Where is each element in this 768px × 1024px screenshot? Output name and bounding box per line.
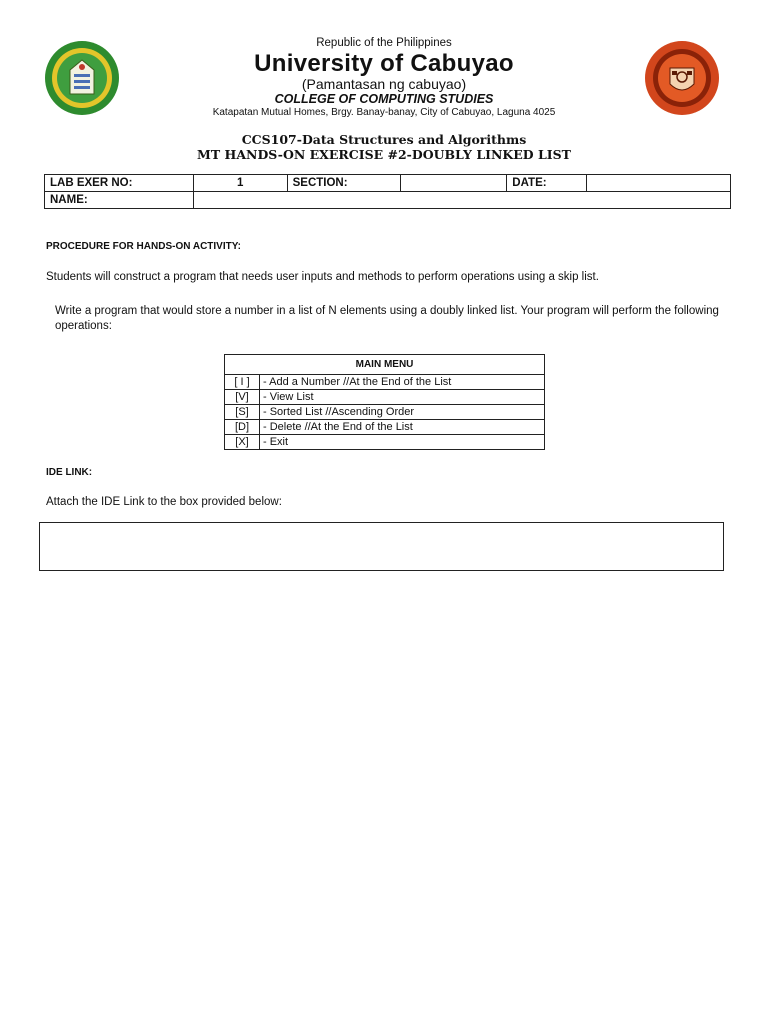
- menu-title: MAIN MENU: [225, 355, 545, 375]
- procedure-intro: Students will construct a program that needs user inputs and methods to perform operations using a skip list.: [46, 271, 599, 283]
- section-label: SECTION:: [287, 175, 400, 192]
- republic-text: Republic of the Philippines: [316, 37, 452, 49]
- menu-key: [S]: [225, 405, 260, 420]
- menu-label: - View List: [260, 390, 545, 405]
- exercise-title: MT HANDS-ON EXERCISE #2-DOUBLY LINKED LIST: [197, 147, 571, 162]
- menu-row: [225, 405, 545, 420]
- section-field[interactable]: [400, 175, 507, 192]
- ide-link-box[interactable]: [39, 522, 724, 571]
- menu-key: [X]: [225, 435, 260, 450]
- table-row: [45, 192, 731, 209]
- course-title: CCS107-Data Structures and Algorithms: [241, 132, 527, 147]
- table-row: [45, 175, 731, 192]
- menu-label: - Exit: [260, 435, 545, 450]
- date-field[interactable]: [587, 175, 731, 192]
- procedure-heading: PROCEDURE FOR HANDS-ON ACTIVITY:: [46, 241, 241, 252]
- ide-instruction: Attach the IDE Link to the box provided below:: [46, 496, 282, 508]
- name-label: NAME:: [45, 192, 194, 209]
- menu-key: [D]: [225, 420, 260, 435]
- table-row: [225, 355, 545, 375]
- main-menu-table: [224, 354, 545, 450]
- menu-row: [225, 375, 545, 390]
- procedure-task: Write a program that would store a number in a list of N elements using a doubly linked list. Your program will perform the following operations:: [55, 305, 719, 332]
- name-field[interactable]: [193, 192, 730, 209]
- menu-label: - Add a Number //At the End of the List: [260, 375, 545, 390]
- menu-row: [225, 435, 545, 450]
- university-subtitle: (Pamantasan ng cabuyao): [301, 76, 467, 92]
- menu-label: - Delete //At the End of the List: [260, 420, 545, 435]
- menu-key: [ I ]: [225, 375, 260, 390]
- college-name: COLLEGE OF COMPUTING STUDIES: [274, 92, 494, 106]
- lab-exer-value[interactable]: 1: [193, 175, 287, 192]
- info-table: [44, 174, 731, 209]
- date-label: DATE:: [507, 175, 587, 192]
- lab-exer-label: LAB EXER NO:: [45, 175, 194, 192]
- university-name: University of Cabuyao: [254, 50, 514, 77]
- address-text: Katapatan Mutual Homes, Brgy. Banay-banay, City of Cabuyao, Laguna 4025: [212, 107, 556, 118]
- menu-key: [V]: [225, 390, 260, 405]
- ide-heading: IDE LINK:: [46, 467, 93, 478]
- menu-row: [225, 390, 545, 405]
- menu-label: - Sorted List //Ascending Order: [260, 405, 545, 420]
- menu-row: [225, 420, 545, 435]
